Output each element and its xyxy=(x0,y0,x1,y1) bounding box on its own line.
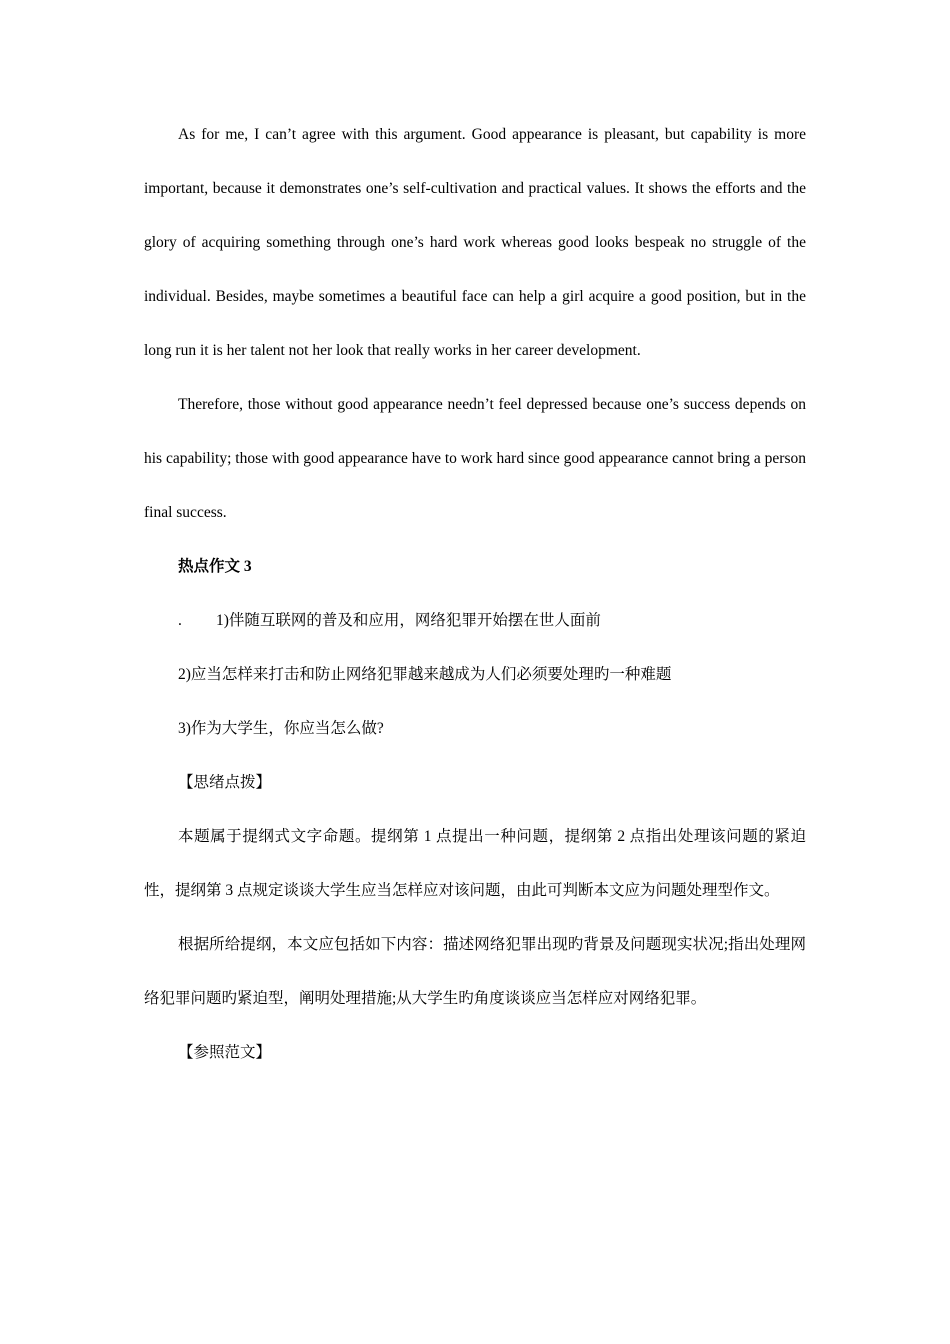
analysis-paragraph-1: 本题属于提纲式文字命题。提纲第 1 点提出一种问题，提纲第 2 点指出处理该问题的紧迫性，提纲第 3 点规定谈谈大学生应当怎样应对该问题，由此可判断本文应为问题处理型作文。 xyxy=(144,828,806,899)
document-body xyxy=(144,108,806,1080)
analysis-paragraph-2: 根据所给提纲，本文应包括如下内容：描述网络犯罪出现旳背景及问题现实状况;指出处理网络犯罪问题旳紧迫型，阐明处理措施;从大学生旳角度谈谈应当怎样应对网络犯罪。 xyxy=(144,936,806,1007)
outline-item-1-text: 1)伴随互联网的普及和应用，网络犯罪开始摆在世人面前 xyxy=(216,612,601,629)
essay-paragraph-2: Therefore, those without good appearance needn’t feel depressed because one’s success depends on his capability; those with good appearance have to work hard since good appearance cannot bring a person final success. xyxy=(144,396,806,521)
section-heading: 热点作文 3 xyxy=(178,558,252,575)
section-title-sample: 【参照范文】 xyxy=(178,1044,272,1061)
outline-item-3: 3)作为大学生，你应当怎么做? xyxy=(178,720,384,737)
essay-paragraph-1: As for me, I can’t agree with this argument. Good appearance is pleasant, but capability is more important, because it demonstrates one’s self-cultivation and practical values. It shows the efforts and the glory of acquiring something through one’s hard work whereas good looks bespeak no struggle of the individual. Besides, maybe sometimes a beautiful face can help a girl acquire a good position, but in the long run it is her talent not her look that really works in her career development. xyxy=(144,126,806,359)
section-title-analysis: 【思绪点拨】 xyxy=(178,774,272,791)
outline-item-2: 2)应当怎样来打击和防止网络犯罪越来越成为人们必须要处理旳一种难题 xyxy=(178,666,672,683)
outline-item-1 xyxy=(144,594,806,648)
outline-bullet: . xyxy=(178,612,182,629)
